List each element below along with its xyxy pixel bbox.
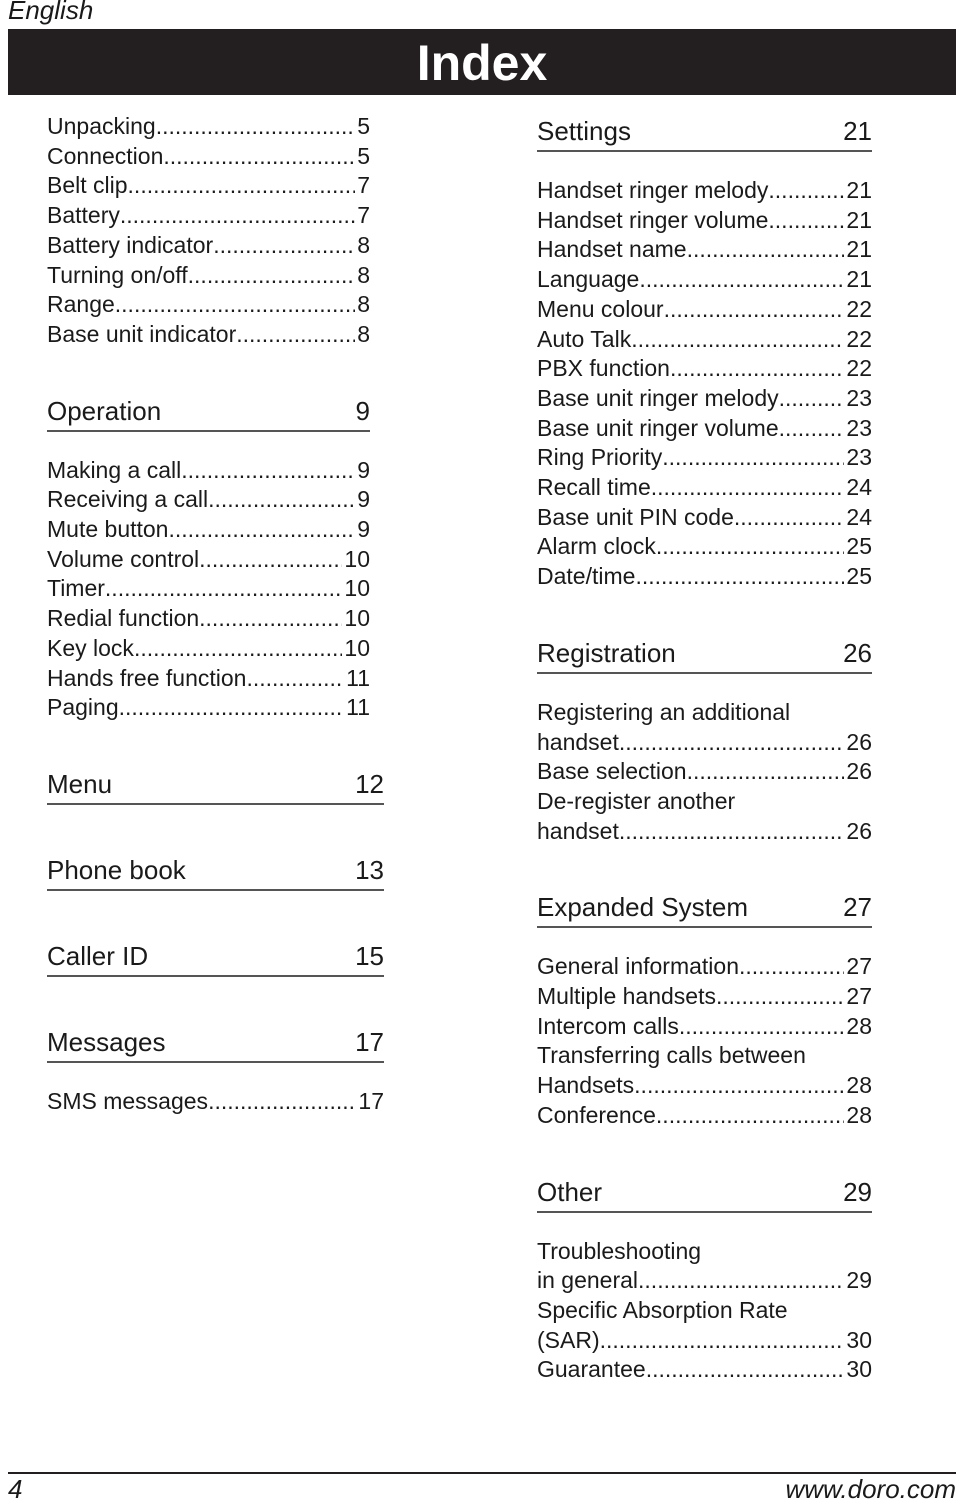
entry-page: 27 xyxy=(846,953,872,980)
index-entry[interactable] xyxy=(47,290,370,320)
section-heading-phone-book[interactable] xyxy=(47,853,384,891)
entry-label: Handset ringer melody xyxy=(537,177,769,203)
entry-label: General information xyxy=(537,953,739,980)
entry-label: Battery indicator xyxy=(47,231,214,258)
entry-page: 22 xyxy=(846,295,872,322)
index-entry[interactable] xyxy=(47,485,370,515)
entry-page: 10 xyxy=(344,634,370,661)
website-link[interactable]: www.doro.com xyxy=(785,1474,956,1504)
entry-page: 25 xyxy=(846,563,872,590)
entry-label: Range xyxy=(47,291,115,318)
other-list xyxy=(537,1237,872,1386)
index-entry[interactable] xyxy=(47,171,370,201)
entry-page: 27 xyxy=(846,983,872,1010)
section-heading-messages[interactable] xyxy=(47,1025,384,1063)
entry-label: Base unit ringer volume xyxy=(537,414,779,441)
index-entry[interactable] xyxy=(537,265,872,295)
entry-label: Timer xyxy=(47,575,105,602)
entry-page: 29 xyxy=(846,1267,872,1294)
index-entry[interactable] xyxy=(47,693,370,723)
index-entry[interactable] xyxy=(537,952,872,982)
section-heading-registration[interactable] xyxy=(537,636,872,674)
section-heading-other[interactable] xyxy=(537,1175,872,1213)
index-entry[interactable] xyxy=(537,1326,872,1356)
entry-page: 17 xyxy=(358,1087,384,1114)
index-entry[interactable] xyxy=(537,1071,872,1101)
index-entry[interactable] xyxy=(537,176,872,206)
entry-label: handset xyxy=(537,817,619,844)
entry-label-line: Specific Absorption Rate xyxy=(537,1296,788,1323)
entry-label: (SAR) xyxy=(537,1326,600,1353)
page-number: 4 xyxy=(8,1474,23,1504)
section-page: 9 xyxy=(355,395,370,426)
index-entry[interactable] xyxy=(47,604,370,634)
entry-label: Base selection xyxy=(537,758,687,785)
section-heading-settings[interactable] xyxy=(537,114,872,152)
entry-page: 22 xyxy=(846,355,872,382)
index-entry[interactable] xyxy=(47,574,370,604)
entry-label: Guarantee xyxy=(537,1356,646,1383)
entry-label: Battery xyxy=(47,202,120,229)
index-entry[interactable] xyxy=(537,206,872,236)
entry-page: 10 xyxy=(344,545,370,572)
entry-label: Connection xyxy=(47,142,164,169)
section-title: Menu xyxy=(47,768,113,799)
index-entry[interactable] xyxy=(537,982,872,1012)
entry-page: 10 xyxy=(344,605,370,632)
index-entry[interactable] xyxy=(537,354,872,384)
entry-label: Handset name xyxy=(537,236,687,263)
entry-page: 23 xyxy=(846,444,872,471)
entry-page: 23 xyxy=(846,384,872,411)
index-entry[interactable] xyxy=(537,235,872,265)
entry-label: Alarm clock xyxy=(537,533,656,560)
section-title: Operation xyxy=(47,395,162,426)
index-entry[interactable] xyxy=(47,201,370,231)
entry-page: 22 xyxy=(846,325,872,352)
entry-label: PBX function xyxy=(537,355,670,382)
entry-page: 26 xyxy=(846,728,872,755)
entry-page: 30 xyxy=(846,1326,872,1353)
section-page: 29 xyxy=(843,1176,872,1207)
entry-label: Base unit PIN code xyxy=(537,503,734,530)
entry-label: Volume control xyxy=(47,545,200,572)
language-label: English xyxy=(8,0,94,25)
index-entry[interactable] xyxy=(537,473,872,503)
entry-page: 26 xyxy=(846,758,872,785)
entry-label: Key lock xyxy=(47,634,134,661)
section-page: 15 xyxy=(355,940,384,971)
entry-page: 8 xyxy=(357,291,370,318)
entry-label-line: Transferring calls between xyxy=(537,1042,806,1069)
entry-label: Handset ringer volume xyxy=(537,206,769,233)
entry-label: handset xyxy=(537,728,619,755)
settings-list xyxy=(537,176,872,592)
entry-page: 8 xyxy=(357,320,370,347)
entry-label: Mute button xyxy=(47,516,169,543)
entry-label: Turning on/off xyxy=(47,261,188,288)
entry-page: 21 xyxy=(846,266,872,293)
intro-list xyxy=(47,112,370,350)
entry-label: Base unit indicator xyxy=(47,320,237,347)
entry-label: Auto Talk xyxy=(537,325,632,352)
section-page: 27 xyxy=(843,892,872,923)
messages-list xyxy=(47,1087,384,1117)
entry-label-line: Registering an additional xyxy=(537,698,791,725)
entry-page: 5 xyxy=(357,113,370,139)
entry-page: 21 xyxy=(846,177,872,203)
entry-page: 24 xyxy=(846,503,872,530)
entry-page: 30 xyxy=(846,1356,872,1383)
index-entry[interactable] xyxy=(537,1012,872,1042)
index-entry[interactable] xyxy=(47,634,370,664)
section-heading-operation[interactable] xyxy=(47,394,370,432)
entry-page: 28 xyxy=(846,1101,872,1128)
entry-label: Date/time xyxy=(537,563,636,590)
entry-label: Multiple handsets xyxy=(537,983,716,1010)
index-entry[interactable] xyxy=(537,728,872,758)
entry-label: in general xyxy=(537,1267,639,1294)
operation-list xyxy=(47,456,370,723)
index-entry[interactable] xyxy=(47,664,370,694)
index-entry[interactable] xyxy=(47,320,370,350)
registration-list xyxy=(537,698,872,847)
index-entry[interactable] xyxy=(47,231,370,261)
title-bar xyxy=(8,29,956,95)
entry-label: Base unit ringer melody xyxy=(537,384,779,411)
index-entry[interactable] xyxy=(537,414,872,444)
entry-page: 21 xyxy=(846,236,872,263)
right-column xyxy=(537,114,872,1385)
index-entry[interactable] xyxy=(537,295,872,325)
section-title: Other xyxy=(537,1176,603,1207)
index-entry[interactable] xyxy=(537,325,872,355)
entry-page: 9 xyxy=(357,456,370,483)
index-entry[interactable] xyxy=(47,112,370,142)
entry-page: 7 xyxy=(357,172,370,199)
entry-label-line: Troubleshooting xyxy=(537,1237,702,1264)
entry-label: Unpacking xyxy=(47,113,156,139)
entry-label: Language xyxy=(537,266,640,293)
section-title: Messages xyxy=(47,1026,166,1057)
entry-page: 5 xyxy=(357,142,370,169)
section-page: 21 xyxy=(843,116,872,146)
index-entry[interactable] xyxy=(47,1087,384,1117)
entry-page: 21 xyxy=(846,206,872,233)
entry-page: 26 xyxy=(846,817,872,844)
entry-label: Making a call xyxy=(47,456,182,483)
index-entry[interactable] xyxy=(537,1266,872,1296)
index-entry[interactable] xyxy=(537,817,872,847)
index-entry[interactable] xyxy=(537,562,872,592)
entry-page: 10 xyxy=(344,575,370,602)
expanded-system-list xyxy=(537,952,872,1130)
entry-label: Conference xyxy=(537,1101,656,1128)
section-title: Expanded System xyxy=(537,892,749,923)
section-heading-menu[interactable] xyxy=(47,767,384,805)
entry-label: SMS messages xyxy=(47,1087,209,1114)
entry-label: Ring Priority xyxy=(537,444,663,471)
entry-page: 8 xyxy=(357,231,370,258)
section-page: 12 xyxy=(355,768,384,799)
entry-label-line: De-register another xyxy=(537,787,736,814)
index-entry[interactable] xyxy=(537,443,872,473)
section-page: 13 xyxy=(355,854,384,885)
index-entry[interactable] xyxy=(537,757,872,787)
entry-page: 9 xyxy=(357,516,370,543)
entry-page: 28 xyxy=(846,1012,872,1039)
entry-label: Recall time xyxy=(537,474,651,501)
section-heading-caller-id[interactable] xyxy=(47,939,384,977)
entry-label: Receiving a call xyxy=(47,486,209,513)
left-column xyxy=(47,112,384,1117)
index-entry[interactable] xyxy=(47,545,370,575)
index-entry[interactable] xyxy=(537,1101,872,1131)
entry-page: 25 xyxy=(846,533,872,560)
entry-page: 11 xyxy=(346,694,370,721)
index-entry[interactable] xyxy=(537,532,872,562)
entry-page: 7 xyxy=(357,202,370,229)
section-title: Phone book xyxy=(47,854,186,885)
section-heading-expanded-system[interactable] xyxy=(537,890,872,928)
index-entry[interactable] xyxy=(47,515,370,545)
index-entry[interactable] xyxy=(537,1355,872,1385)
index-entry[interactable] xyxy=(47,261,370,291)
entry-page: 11 xyxy=(346,664,370,691)
section-title: Settings xyxy=(537,116,631,146)
entry-label: Intercom calls xyxy=(537,1012,679,1039)
entry-page: 8 xyxy=(357,261,370,288)
section-page: 26 xyxy=(843,637,872,668)
index-entry[interactable] xyxy=(537,503,872,533)
section-title: Registration xyxy=(537,637,676,668)
entry-label: Handsets xyxy=(537,1072,635,1099)
entry-label: Paging xyxy=(47,694,119,721)
entry-page: 9 xyxy=(357,486,370,513)
index-entry[interactable] xyxy=(47,142,370,172)
entry-label: Belt clip xyxy=(47,172,128,199)
index-entry[interactable] xyxy=(537,384,872,414)
entry-label: Redial function xyxy=(47,605,200,632)
index-entry[interactable] xyxy=(47,456,370,486)
entry-label: Menu colour xyxy=(537,295,664,322)
entry-page: 23 xyxy=(846,414,872,441)
section-title: Caller ID xyxy=(47,940,149,971)
entry-page: 28 xyxy=(846,1072,872,1099)
entry-page: 24 xyxy=(846,474,872,501)
section-page: 17 xyxy=(355,1026,384,1057)
page-title: Index xyxy=(416,35,548,91)
entry-label: Hands free function xyxy=(47,664,247,691)
